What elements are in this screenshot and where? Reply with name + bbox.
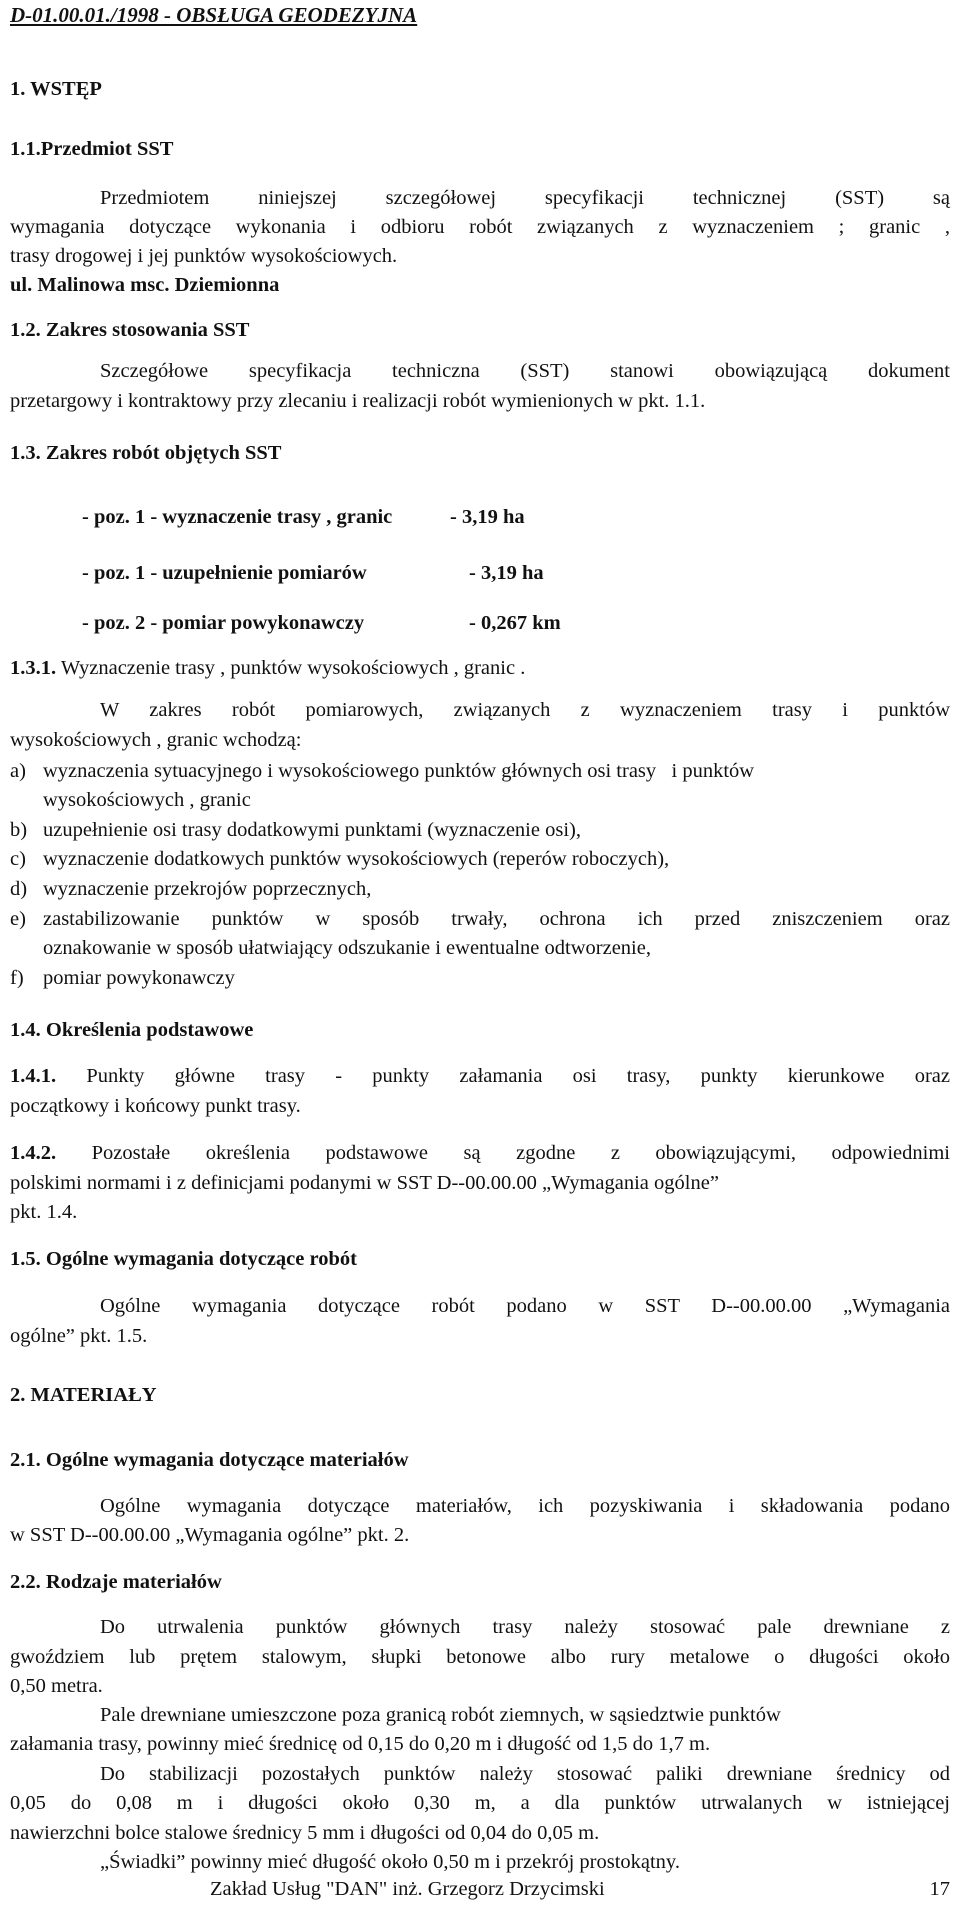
paragraph-line: 0,05 do 0,08 m i długości około 0,30 m, a dla punktów utrwalanych w istniejącej: [10, 1792, 950, 1814]
section-heading-1-5: 1.5. Ogólne wymagania dotyczące robót: [10, 1248, 357, 1270]
scope-item-label: - poz. 1 - wyznaczenie trasy , granic: [82, 506, 393, 528]
list-item-text: wyznaczenie dodatkowych punktów wysokościowych (reperów roboczych),: [43, 848, 670, 870]
definition-number: 1.4.1.: [10, 1065, 57, 1087]
paragraph-line: wysokościowych , granic wchodzą:: [10, 729, 302, 751]
paragraph-line: 0,50 metra.: [10, 1675, 103, 1697]
paragraph-line: Szczegółowe specyfikacja techniczna (SST) stanowi obowiązującą dokument: [100, 360, 950, 382]
paragraph-line: W zakres robót pomiarowych, związanych z wyznaczeniem trasy i punktów: [100, 699, 950, 721]
definition-number: 1.4.2.: [10, 1142, 57, 1164]
page-footer: [210, 1876, 950, 1902]
section-heading-1-3: 1.3. Zakres robót objętych SST: [10, 442, 282, 464]
paragraph-line: w SST D--00.00.00 „Wymagania ogólne” pkt. 2.: [10, 1524, 410, 1546]
document-header: D-01.00.01./1998 - OBSŁUGA GEODEZYJNA: [10, 3, 418, 27]
paragraph-line: Ogólne wymagania dotyczące materiałów, ich pozyskiwania i składowania podano: [100, 1495, 950, 1517]
section-heading-2-1: 2.1. Ogólne wymagania dotyczące materiałów: [10, 1449, 409, 1471]
paragraph-line: gwoździem lub prętem stalowym, słupki betonowe albo rury metalowe o długości około: [10, 1646, 950, 1668]
paragraph-line: załamania trasy, powinny mieć średnicę od 0,15 do 0,20 m i długość od 1,5 do 1,7 m.: [10, 1733, 711, 1755]
page-number: 17: [929, 1878, 950, 1900]
paragraph-line: wymagania dotyczące wykonania i odbioru robót związanych z wyznaczeniem ; granic ,: [10, 216, 950, 238]
scope-item-value: - 3,19 ha: [450, 506, 525, 528]
definition-1-4-2: [10, 1140, 950, 1166]
paragraph-line: Przedmiotem niniejszej szczegółowej specyfikacji technicznej (SST) są: [100, 187, 950, 209]
list-item-text: wyznaczenia sytuacyjnego i wysokościowego punktów głównych osi trasy i punktów: [43, 760, 755, 782]
list-marker: e): [10, 908, 26, 930]
paragraph-line: nawierzchni bolce stalowe średnicy 5 mm i długości od 0,04 do 0,05 m.: [10, 1822, 600, 1844]
paragraph-line: Do utrwalenia punktów głównych trasy należy stosować pale drewniane z: [100, 1616, 950, 1638]
list-item-text: wyznaczenie przekrojów poprzecznych,: [43, 878, 372, 900]
list-item-text: pomiar powykonawczy: [43, 967, 235, 989]
list-marker: f): [10, 967, 24, 989]
section-heading-1-4: 1.4. Określenia podstawowe: [10, 1019, 254, 1041]
section-heading-1: 1. WSTĘP: [10, 78, 102, 100]
paragraph-line: Ogólne wymagania dotyczące robót podano w SST D--00.00.00 „Wymagania: [100, 1295, 950, 1317]
list-marker: b): [10, 819, 28, 841]
paragraph-line: Do stabilizacji pozostałych punktów należy stosować paliki drewniane średnicy od: [100, 1763, 950, 1785]
definition-text: Pozostałe określenia podstawowe są zgodne z obowiązującymi, odpowiednimi: [91, 1142, 950, 1164]
subsection-text: Wyznaczenie trasy , punktów wysokościowych , granic .: [60, 657, 526, 679]
section-heading-1-1: 1.1.Przedmiot SST: [10, 138, 174, 160]
paragraph-line: trasy drogowej i jej punktów wysokościowych.: [10, 245, 398, 267]
subsection-number: 1.3.1.: [10, 657, 57, 679]
list-item-text: oznakowanie w sposób ułatwiający odszukanie i ewentualne odtworzenie,: [43, 937, 651, 959]
paragraph-line: Pale drewniane umieszczone poza granicą robót ziemnych, w sąsiedztwie punktów: [100, 1704, 781, 1726]
section-heading-1-2: 1.2. Zakres stosowania SST: [10, 319, 250, 341]
scope-item-label: - poz. 2 - pomiar powykonawczy: [82, 612, 365, 634]
paragraph-line: polskimi normami i z definicjami podanymi w SST D--00.00.00 „Wymagania ogólne”: [10, 1172, 719, 1194]
definition-1-4-1: [10, 1063, 950, 1089]
scope-item-value: - 0,267 km: [469, 612, 561, 634]
section-heading-2-2: 2.2. Rodzaje materiałów: [10, 1571, 222, 1593]
list-item-text: uzupełnienie osi trasy dodatkowymi punktami (wyznaczenie osi),: [43, 819, 581, 841]
paragraph-line: początkowy i końcowy punkt trasy.: [10, 1095, 301, 1117]
list-item-text: wysokościowych , granic: [43, 789, 251, 811]
definition-text: Punkty główne trasy - punkty załamania osi trasy, punkty kierunkowe oraz: [86, 1065, 950, 1087]
scope-item-label: - poz. 1 - uzupełnienie pomiarów: [82, 562, 367, 584]
paragraph-line: ogólne” pkt. 1.5.: [10, 1325, 148, 1347]
list-item-text: zastabilizowanie punktów w sposób trwały, ochrona ich przed zniszczeniem oraz: [43, 908, 950, 930]
paragraph-line: „Świadki” powinny mieć długość około 0,50 m i przekrój prostokątny.: [100, 1851, 680, 1873]
paragraph-line: przetargowy i kontraktowy przy zlecaniu i realizacji robót wymienionych w pkt. 1.1.: [10, 390, 706, 412]
scope-item-value: - 3,19 ha: [469, 562, 544, 584]
paragraph-line: pkt. 1.4.: [10, 1201, 78, 1223]
list-marker: c): [10, 848, 26, 870]
list-marker: d): [10, 878, 28, 900]
footer-company: Zakład Usług "DAN" inż. Grzegorz Drzycimski: [210, 1878, 605, 1900]
subsection-1-3-1: [10, 655, 950, 681]
list-marker: a): [10, 760, 26, 782]
location-line: ul. Malinowa msc. Dziemionna: [10, 274, 280, 296]
section-heading-2: 2. MATERIAŁY: [10, 1384, 157, 1406]
